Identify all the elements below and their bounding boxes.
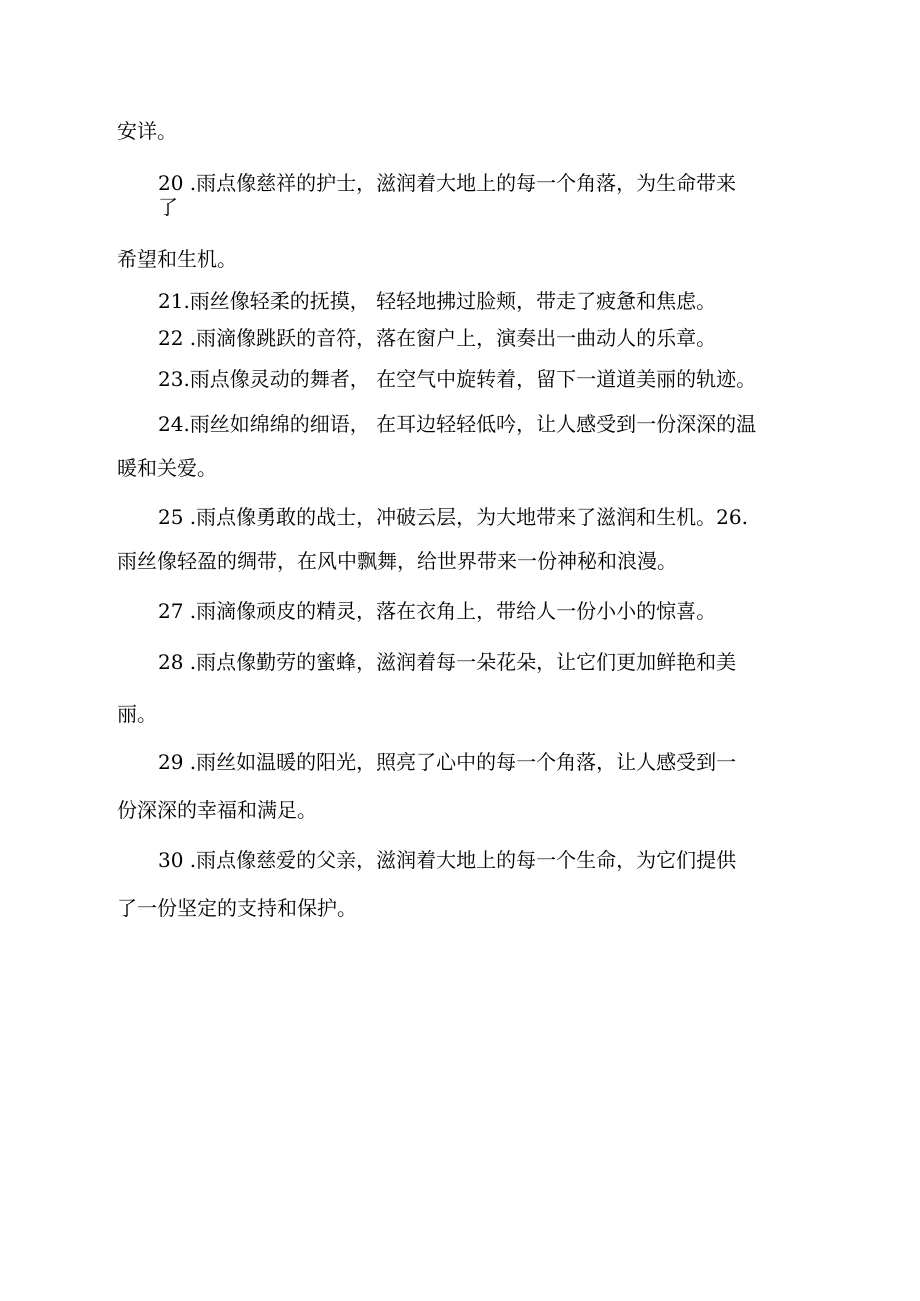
text-line: 安详。 bbox=[117, 119, 177, 143]
text-line: 22 .雨滴像跳跃的音符，落在窗户上，演奏出一曲动人的乐章。 bbox=[158, 326, 717, 350]
text-line: 21.雨丝像轻柔的抚摸， 轻轻地拂过脸颊，带走了疲惫和焦虑。 bbox=[158, 289, 717, 313]
text-line: 25 .雨点像勇敢的战士，冲破云层，为大地带来了滋润和生机。26. bbox=[158, 505, 748, 529]
text-line: 丽。 bbox=[117, 702, 157, 726]
text-line: 份深深的幸福和满足。 bbox=[117, 798, 317, 822]
text-line: 29 .雨丝如温暖的阳光，照亮了心中的每一个角落，让人感受到一 bbox=[158, 750, 737, 774]
text-line: 暖和关爱。 bbox=[117, 456, 217, 480]
text-line: 了一份坚定的支持和保护。 bbox=[117, 896, 357, 920]
text-line: 30 .雨点像慈爱的父亲，滋润着大地上的每一个生命，为它们提供 bbox=[158, 848, 737, 872]
text-line: 雨丝像轻盈的绸带，在风中飘舞，给世界带来一份神秘和浪漫。 bbox=[117, 549, 677, 573]
text-line: 27 .雨滴像顽皮的精灵，落在衣角上，带给人一份小小的惊喜。 bbox=[158, 599, 717, 623]
text-line: 20 .雨点像慈祥的护士，滋润着大地上的每一个角落，为生命带来 bbox=[158, 171, 737, 195]
text-line: 23.雨点像灵动的舞者， 在空气中旋转着，留下一道道美丽的轨迹。 bbox=[158, 367, 757, 391]
text-line: 了 bbox=[158, 195, 178, 219]
text-line: 24.雨丝如绵绵的细语， 在耳边轻轻低吟，让人感受到一份深深的温 bbox=[158, 412, 757, 436]
text-line: 28 .雨点像勤劳的蜜蜂，滋润着每一朵花朵，让它们更加鲜艳和美 bbox=[158, 650, 737, 674]
text-line: 希望和生机。 bbox=[117, 247, 237, 271]
